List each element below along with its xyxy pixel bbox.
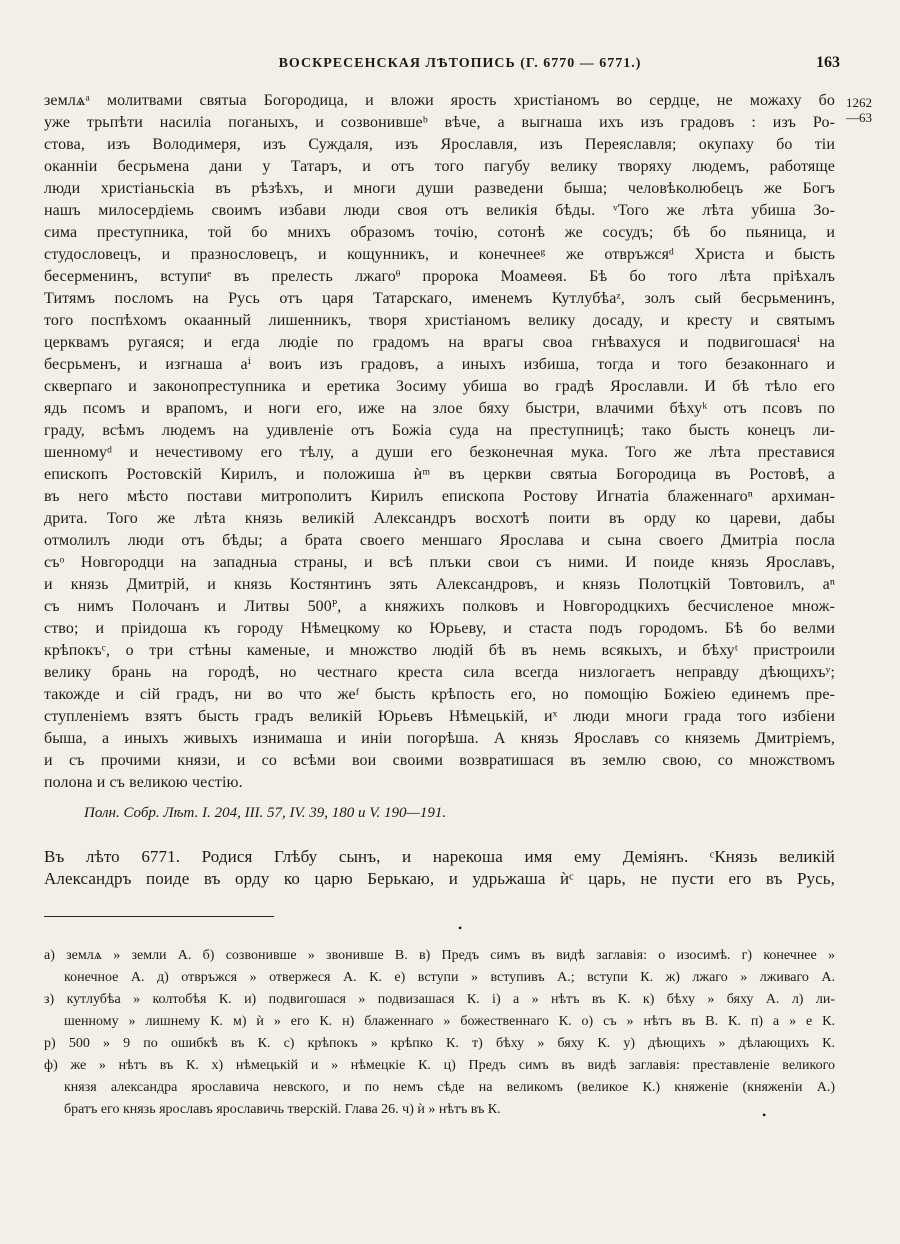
text-line: быша, а иныхъ живыхъ изнимаша и иніи погорѣша. А князь Ярославъ со княземь Дмитріемъ, xyxy=(44,730,835,747)
text-line: полона и съ великою честію. xyxy=(44,774,243,791)
text-line: такожде и сій градъ, ни во что жеᶠ бысть крѣпость его, но помощію Божіею единемъ пре- xyxy=(44,686,835,703)
running-head: ВОСКРЕСЕНСКАЯ ЛѢТОПИСЬ (Г. 6770 — 6771.) xyxy=(278,56,642,71)
text-line: велику брань на городѣ, но честнаго креста сила всегда низлогаетъ неправду дѣющихъʸ; xyxy=(44,664,835,681)
footnote-line: а) землѧ » земли А. б) созвонивше » звонивше В. в) Предъ симъ въ видѣ заглавія: о изосимѣ. г) конечнее » xyxy=(44,948,835,963)
source-reference: Полн. Собр. Лѣт. I. 204, III. 57, IV. 39, 180 и V. 190—191. xyxy=(84,805,447,821)
text-line: граду, всѣмъ людемъ на удивленіе отъ Божіа суда на преступницѣ; тако бысть конецъ ли- xyxy=(44,422,835,439)
text-line: нашъ милосердіемь своимъ избави люди своя отъ великія бѣды. ᵛТого же лѣта убиша Зо- xyxy=(44,202,835,219)
text-line: сима преступника, той бо мнихъ образомъ точію, сотонѣ же сосудъ; бѣ бо пьяница, и xyxy=(44,224,835,241)
text-line: и князь Дмитрій, и князь Костянтинъ зять Александровъ, и князь Полотцкій Товтовилъ, аⁿ xyxy=(44,576,835,593)
text-line: оканніи бесрьмена дани у Татаръ, и отъ того пагубу велику творяху людемъ, работяще xyxy=(44,158,835,175)
text-line: крѣпокъᶜ, о три стѣны каменые, и множство людій бѣ въ немь всякыхъ, и бѣхуᵗ пристроили xyxy=(44,642,835,659)
footnote-line: братъ его князь ярославъ ярославичь тверскій. Глава 26. ч) ѝ » нѣтъ въ К. xyxy=(64,1102,501,1117)
printer-mark: • xyxy=(458,921,463,935)
text-line: бесрьменъ, и изгнаша аⁱ воиъ изъ градовъ, а иныхъ избиша, тогда и того безаконнаго и xyxy=(44,356,835,373)
text-line: съᵒ Новгородци на западныа страны, и всѣ плъки свои съ ними. И поиде князь Ярославъ, xyxy=(44,554,835,571)
text-line: студословецъ, и празнословецъ, и кощунникъ, и конечнееᵍ же отвръжсяᵈ Христа и бысть xyxy=(44,246,835,263)
footnote-line: р) 500 » 9 по ошибкѣ въ К. с) крѣпокъ » крѣпко К. т) бѣху » бяху К. у) дѣющихъ » дѣлающихъ К. xyxy=(44,1036,835,1051)
text-line: ступленіемъ взятъ бысть градъ великій Юрьевъ Нѣмецькій, иˣ люди многи града того избіени xyxy=(44,708,835,725)
text-line: Въ лѣто 6771. Родися Глѣбу сынъ, и нарекоша имя ему Деміянъ. ᶜКнязь великій xyxy=(44,847,835,866)
text-line: Александръ поиде въ орду ко царю Берькаю, и удрьжаша ѝᶜ царь, не пусти его въ Русь, xyxy=(44,869,835,888)
text-line: уже трьпѣти насиліа поганыхъ, и созвонившеᵇ вѣче, а выгнаша ихъ изъ градовъ : изъ Ро- xyxy=(44,114,835,131)
text-line: и съ прочими князи, и со всѣми вои своими возвратишася въ землю свою, со множствомъ xyxy=(44,752,835,769)
text-line: церквамъ ругаяся; и егда людіе по градомъ на врагы своа гнѣвахуся и подвигошасяⁱ на xyxy=(44,334,835,351)
text-line: шенномуᵈ и нечестивому его тѣлу, а души его безконечная мука. Того же лѣта преставися xyxy=(44,444,835,461)
printer-mark: • xyxy=(762,1108,767,1122)
footnote-line: з) кутлубѣа » колтобѣя К. и) подвигошася » подвизашася К. і) а » нѣтъ въ К. к) бѣху » бяху А. л) ли- xyxy=(44,992,835,1007)
footnote-line: шенному » лишнему К. м) ѝ » его К. н) блаженнаго » божественнаго К. о) съ » нѣтъ въ В. К. п) а » е К. xyxy=(64,1014,835,1029)
text-line: землѧᵃ молитвами святыа Богородица, и вложи ярость христіаномъ во сердце, не можаху бо xyxy=(44,92,835,109)
footnote-separator xyxy=(44,916,274,917)
text-line: бесерменинъ, вступиᵉ въ прелесть лжагоᶿ пророка Моамеѳя. Бѣ бо того лѣта пріѣхалъ xyxy=(44,268,835,285)
footnote-line: князя александра ярославича невского, и по немъ сѣде на великомъ (великое К.) княженіе (княженіи А.) xyxy=(64,1080,835,1095)
text-line: съ нимъ Полочанъ и Литвы 500ᴾ, а княжихъ полковъ и Новгородцкихъ бесчисленое множ- xyxy=(44,598,835,615)
margin-year-note: —63 xyxy=(846,110,872,125)
text-line: стова, изъ Володимеря, изъ Суждаля, изъ Ярославля, изъ Переяславля; окупаху бо тіи xyxy=(44,136,835,153)
text-line: ядь псомъ и врапомъ, и ноги его, иже на злое бяху быстри, влачими бѣхуᵏ отъ псовъ по xyxy=(44,400,835,417)
text-line: люди христіаньскіа въ рѣзѣхъ, и многи души разведени быша; человѣколюбецъ же Богъ xyxy=(44,180,835,197)
text-line: Титямъ посломъ на Русь отъ царя Татарскаго, именемъ Кутлубѣаᶻ, золъ сый бесрьменинъ, xyxy=(44,290,835,307)
text-line: ство; и пріидоша къ городу Нѣмецкому ко Юрьеву, и стаста подъ городомъ. Бѣ бо велми xyxy=(44,620,835,637)
text-line: отмолилъ люди отъ бѣды; а брата своего меншаго Ярослава и сына своего Дмитріа посла xyxy=(44,532,835,549)
text-line: того поспѣхомъ окаанный лишенникъ, творя христіаномъ велику досаду, и кресту и святымъ xyxy=(44,312,835,329)
footnote-line: ф) же » нѣтъ въ К. х) нѣмецькій и » нѣмецкіе К. ц) Предъ симъ въ видѣ заглавія: преставленіе великого xyxy=(44,1058,835,1073)
text-line: скверпаго и законопреступника и еретика Зосиму убиша во градѣ Ярославли. И бѣ тѣло его xyxy=(44,378,835,395)
text-line: епископъ Ростовскій Кирилъ, и положиша ѝᵐ въ церкви святыа Богородица въ Ростовѣ, а xyxy=(44,466,835,483)
footnote-line: конечное А. д) отвръжся » отвержеся А. К. е) вступи » вступивъ А.; вступи К. ж) лжаго » лживаго А. xyxy=(64,970,835,985)
margin-year-note: 1262 xyxy=(846,95,872,110)
page-number: 163 xyxy=(816,54,840,71)
text-line: въ него мѣсто постави митрополитъ Кирилъ епископа Ростову Игнатіа блаженнагоⁿ архиман- xyxy=(44,488,835,505)
text-line: дрита. Того же лѣта князь великій Александръ восхотѣ поити въ орду ко цареви, дабы xyxy=(44,510,835,527)
